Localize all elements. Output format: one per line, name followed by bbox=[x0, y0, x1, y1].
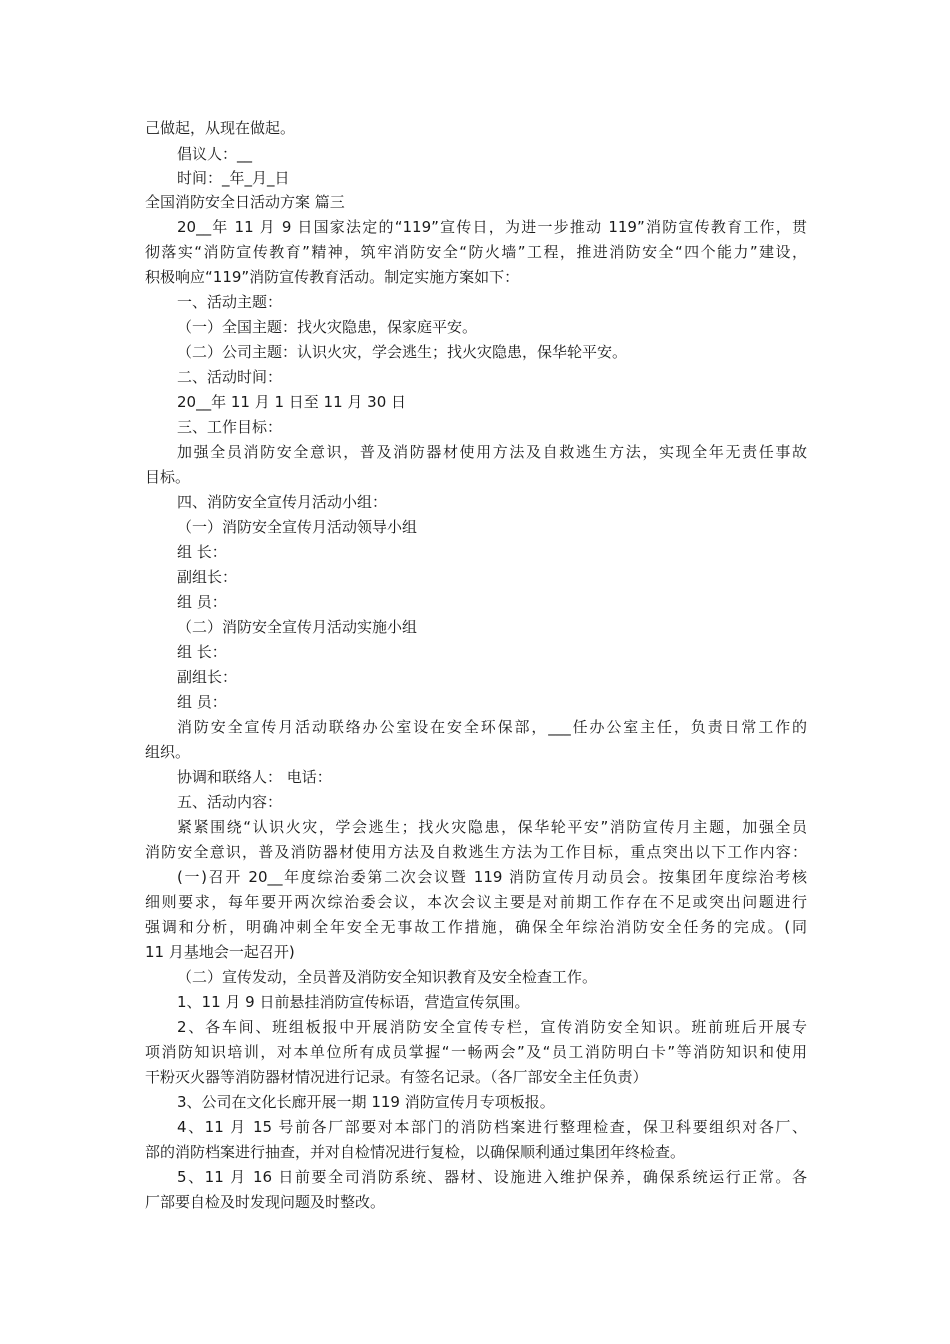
text-line: (一)召开 20__年度综治委第二次会议暨 119 消防宣传月动员会。按集团年度综治考核 bbox=[177, 868, 807, 886]
text-line: 副组长： bbox=[177, 568, 238, 586]
contact-line: 协调和联络人： 电话： bbox=[177, 768, 332, 786]
text-line: （二）公司主题：认识火灾，学会逃生；找火灾隐患，保华轮平安。 bbox=[177, 343, 628, 361]
text-line: 组 长： bbox=[177, 543, 227, 561]
signer-line: 倡议人：__ bbox=[177, 145, 253, 163]
text-line: 目标。 bbox=[145, 468, 191, 486]
heading-1: 一、活动主题： bbox=[177, 293, 283, 311]
text-line: 3、公司在文化长廊开展一期 119 消防宣传月专项板报。 bbox=[177, 1093, 555, 1111]
text-line: 紧紧围绕“认识火灾，学会逃生；找火灾隐患，保华轮平安”消防宣传月主题，加强全员 bbox=[177, 818, 807, 836]
text-line: （二）宣传发动，全员普及消防安全知识教育及安全检查工作。 bbox=[177, 968, 598, 986]
text-line: 组 员： bbox=[177, 693, 227, 711]
text-line: 干粉灭火器等消防器材情况进行记录。有签名记录。（各厂部安全主任负责） bbox=[145, 1068, 648, 1086]
text-line: 强调和分析，明确冲刺全年安全无事故工作措施，确保全年综治消防安全任务的完成。(同 bbox=[145, 918, 807, 936]
text-line: 消防安全意识，普及消防器材使用方法及自救逃生方法为工作目标，重点突出以下工作内容： bbox=[145, 843, 807, 861]
text-line: 积极响应“119”消防宣传教育活动。制定实施方案如下： bbox=[145, 268, 520, 286]
text-line: 部的消防档案进行抽查，并对自检情况进行复检，以确保顺利通过集团年终检查。 bbox=[145, 1143, 686, 1161]
text-line: 组 员： bbox=[177, 593, 227, 611]
text-line: 副组长： bbox=[177, 668, 238, 686]
text-line: （一）消防安全宣传月活动领导小组 bbox=[177, 518, 418, 536]
text-line: 5、11 月 16 日前要全司消防系统、器材、设施进入维护保养，确保系统运行正常。各 bbox=[177, 1168, 807, 1186]
heading-5: 五、活动内容： bbox=[177, 793, 283, 811]
heading-4: 四、消防安全宣传月活动小组： bbox=[177, 493, 388, 511]
text-line: 加强全员消防安全意识，普及消防器材使用方法及自救逃生方法，实现全年无责任事故 bbox=[177, 443, 807, 461]
heading-2: 二、活动时间： bbox=[177, 368, 283, 386]
text-line: 细则要求，每年要开两次综治委会议，本次会议主要是对前期工作存在不足或突出问题进行 bbox=[145, 893, 807, 911]
text-line: 组 长： bbox=[177, 643, 227, 661]
text-line: 11 月基地会一起召开) bbox=[145, 943, 295, 961]
text-line: 组织。 bbox=[145, 743, 191, 761]
text-line: 厂部要自检及时发现问题及时整改。 bbox=[145, 1193, 386, 1211]
text-line: 20__年 11 月 9 日国家法定的“119”宣传日，为进一步推动 119”消防宣传教育工作，贯 bbox=[177, 218, 807, 236]
text-line: （一）全国主题：找火灾隐患，保家庭平安。 bbox=[177, 318, 478, 336]
text-line: 项消防知识培训，对本单位所有成员掌握“一畅两会”及“员工消防明白卡”等消防知识和使用 bbox=[145, 1043, 807, 1061]
text-line: 彻落实“消防宣传教育”精神，筑牢消防安全“防火墙”工程，推进消防安全“四个能力”建设， bbox=[145, 243, 807, 261]
text-line: 2、各车间、班组板报中开展消防安全宣传专栏，宣传消防安全知识。班前班后开展专 bbox=[177, 1018, 807, 1036]
text-line: 己做起，从现在做起。 bbox=[145, 119, 296, 137]
date-line: 时间：_年_月_日 bbox=[177, 169, 290, 187]
text-line: 1、11 月 9 日前悬挂消防宣传标语，营造宣传氛围。 bbox=[177, 993, 530, 1011]
text-line: （二）消防安全宣传月活动实施小组 bbox=[177, 618, 418, 636]
text-line: 20__年 11 月 1 日至 11 月 30 日 bbox=[177, 393, 407, 411]
section-title: 全国消防安全日活动方案 篇三 bbox=[145, 193, 345, 211]
text-line: 4、11 月 15 号前各厂部要对本部门的消防档案进行整理检查，保卫科要组织对各厂、 bbox=[177, 1118, 807, 1136]
heading-3: 三、工作目标： bbox=[177, 418, 283, 436]
text-line: 消防安全宣传月活动联络办公室设在安全环保部，___任办公室主任，负责日常工作的 bbox=[177, 718, 807, 736]
